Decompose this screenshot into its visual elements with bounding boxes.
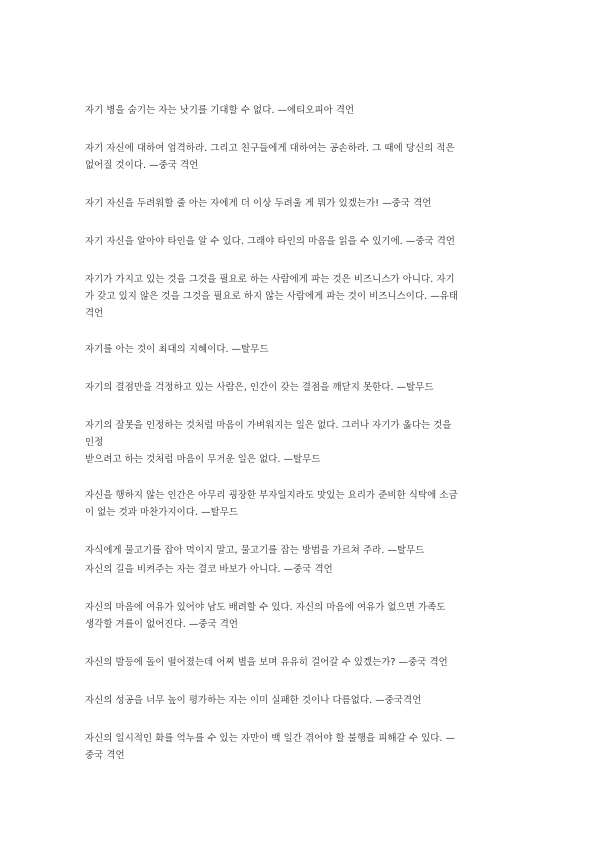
quote-paragraph bbox=[85, 692, 511, 709]
quote-line: 자신의 성공을 너무 높이 평가하는 자는 이미 실패한 것이나 다름없다. —중국격언 bbox=[85, 695, 422, 706]
quote-line: 자기를 아는 것이 최대의 지혜이다. —탈무드 bbox=[85, 344, 269, 355]
quote-paragraph bbox=[85, 417, 511, 468]
quote-line: 인정 bbox=[85, 437, 104, 448]
quote-list bbox=[85, 102, 511, 764]
quote-paragraph bbox=[85, 654, 511, 671]
quote-line: 자신의 마음에 여유가 있어야 남도 배려할 수 있다. 자신의 마음에 여유가 없으면 가족도 bbox=[85, 602, 446, 613]
quote-line: 이 없는 것과 마찬가지이다. —탈무드 bbox=[85, 507, 239, 518]
quote-paragraph bbox=[85, 140, 511, 174]
quote-line: 자신을 행하지 않는 인간은 아무리 굉장한 부자일지라도 맛있는 요리가 준비한 식탁에 소금 bbox=[85, 490, 458, 501]
quote-paragraph bbox=[85, 195, 511, 212]
quote-paragraph bbox=[85, 341, 511, 358]
quote-line: 중국 격언 bbox=[85, 750, 125, 761]
quote-line: 생각할 겨를이 없어진다. —중국 격언 bbox=[85, 619, 239, 630]
quote-line: 자기의 결점만을 걱정하고 있는 사람은, 인간이 갖는 결점을 깨닫지 못한다. —탈무드 bbox=[85, 382, 434, 393]
quote-line: 자기 자신에 대하여 엄격하라. 그리고 친구들에게 대하여는 공손하라. 그 때에 당신의 적은 bbox=[85, 143, 455, 154]
quote-line: 자신의 발등에 돌이 떨어졌는데 어찌 별을 보며 유유히 걸어갈 수 있겠는가? —중국 격언 bbox=[85, 657, 448, 668]
quote-paragraph bbox=[85, 561, 511, 578]
quote-line: 자기 병을 숨기는 자는 낫기를 기대할 수 없다. —에티오피아 격언 bbox=[85, 105, 355, 116]
quote-line: 받으려고 하는 것처럼 마음이 무거운 일은 없다. —탈무드 bbox=[85, 454, 321, 465]
quote-line: 가 갖고 있지 않은 것을 그것을 필요로 하지 않는 사람에게 파는 것이 비즈니스이다. —유태 bbox=[85, 291, 459, 302]
quote-paragraph bbox=[85, 730, 511, 764]
quote-paragraph bbox=[85, 379, 511, 396]
quote-line: 격언 bbox=[85, 308, 104, 319]
quote-line: 자기 자신을 두려워할 줄 아는 자에게 더 이상 두려울 게 뭐가 있겠는가! —중국 격언 bbox=[85, 198, 432, 209]
quote-line: 자신의 일시적인 화를 억누를 수 있는 자만이 백 일간 겪어야 할 불행을 피해갈 수 있다. — bbox=[85, 733, 456, 744]
quote-line: 자기 자신을 알아야 타인을 알 수 있다. 그래야 타인의 마음을 읽을 수 있기에. —중국 격언 bbox=[85, 236, 456, 247]
quote-paragraph bbox=[85, 599, 511, 633]
quote-paragraph bbox=[85, 102, 511, 119]
quote-paragraph bbox=[85, 542, 511, 559]
quote-paragraph bbox=[85, 233, 511, 250]
quote-line: 자식에게 물고기를 잡아 먹이지 말고, 물고기를 잡는 방법을 가르쳐 주라. —탈무드 bbox=[85, 545, 425, 556]
quote-line: 자신의 길을 비켜주는 자는 결코 바보가 아니다. —중국 격언 bbox=[85, 564, 333, 575]
quote-paragraph bbox=[85, 487, 511, 521]
quote-paragraph bbox=[85, 271, 511, 322]
quote-line: 없어질 것이다. —중국 격언 bbox=[85, 160, 199, 171]
quote-line: 자기가 가지고 있는 것을 그것을 필요로 하는 사람에게 파는 것은 비즈니스가 아니다. 자기 bbox=[85, 274, 455, 285]
quote-line: 자기의 잘못을 인정하는 것처럼 마음이 가벼워지는 일은 없다. 그러나 자기가 옳다는 것을 bbox=[85, 420, 452, 431]
